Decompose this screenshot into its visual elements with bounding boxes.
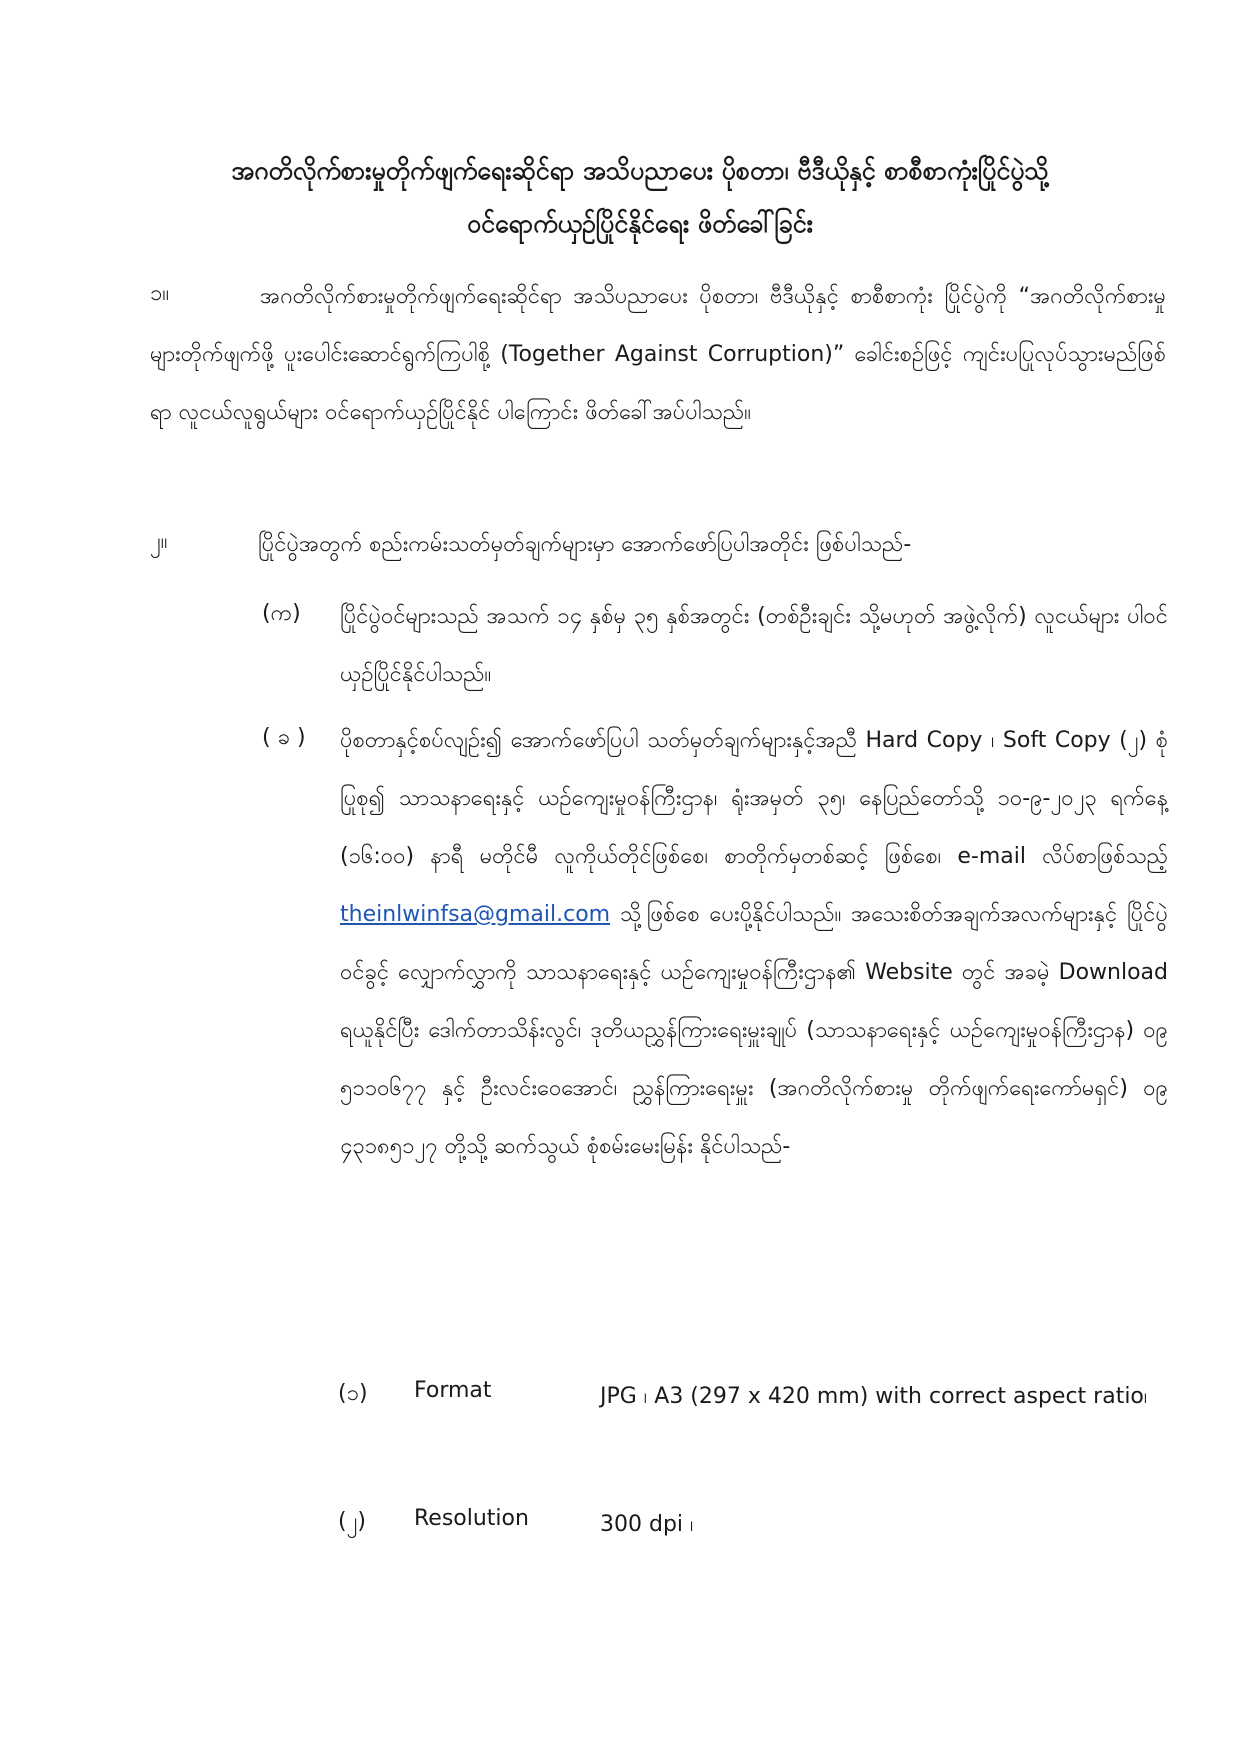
- spec-1-value: JPG ၊ A3 (297 x 420 mm) with correct aspect ratio၊: [600, 1384, 1148, 1409]
- spec-2-value: 300 dpi ၊: [600, 1512, 694, 1537]
- spec-2-key: Resolution: [414, 1506, 529, 1531]
- spec-1-key: Format: [414, 1378, 492, 1403]
- document-title-line-1: အဂတိလိုက်စားမှုတိုက်ဖျက်ရေးဆိုင်ရာ အသိပညာပေး ပိုစတာ၊ ဗီဒီယိုနှင့် စာစီစာကုံးပြိုင်ပွဲသို့: [231, 156, 1049, 185]
- section-1-text: အဂတိလိုက်စားမှုတိုက်ဖျက်ရေးဆိုင်ရာ အသိပညာပေး ပိုစတာ၊ ဗီဒီယိုနှင့် စာစီစာကုံး ပြိုင်ပွဲကို “အဂတိလိုက်စားမှုများတိုက်ဖျက်ဖို့ ပူးပေါင်းဆောင်ရွက်ကြပါစို့ (Together Against Corruption)” ခေါင်းစဉ်ဖြင့် ကျင်းပပြုလုပ်သွားမည်ဖြစ်ရာ လူငယ်လူရွယ်များ ဝင်ရောက်ယှဉ်ပြိုင်နိုင် ပါကြောင်း ဖိတ်ခေါ်အပ်ပါသည်။: [150, 284, 1166, 425]
- item-kha-text-before: ပိုစတာနှင့်စပ်လျဉ်း၍ အောက်ဖော်ပြပါ သတ်မှတ်ချက်များနှင့်အညီ Hard Copy ၊ Soft Copy (၂) စုံ ပြုစု၍ သာသနာရေးနှင့် ယဉ်ကျေးမှုဝန်ကြီးဌာန၊ ရုံးအမှတ် ၃၅၊ နေပြည်တော်သို့ ၁၀-၉-၂၀၂၃ ရက်နေ့ (၁၆:၀၀) နာရီ မတိုင်မီ လူကိုယ်တိုင်ဖြစ်စေ၊ စာတိုက်မှတစ်ဆင့် ဖြစ်စေ၊ e-mail လိပ်စာဖြစ်သည့်: [340, 728, 1168, 869]
- email-link[interactable]: theinlwinfsa@gmail.com: [340, 902, 611, 927]
- section-2-text: ပြိုင်ပွဲအတွက် စည်းကမ်းသတ်မှတ်ချက်များမှာ အောက်ဖော်ပြပါအတိုင်း ဖြစ်ပါသည်-: [258, 532, 912, 557]
- item-kha-label: ( ခ ): [262, 725, 306, 750]
- spec-1-number: (၁): [338, 1381, 368, 1406]
- section-1-number: ၁။: [150, 281, 170, 306]
- item-ka-text: ပြိုင်ပွဲဝင်များသည် အသက် ၁၄ နှစ်မှ ၃၅ နှစ်အတွင်း (တစ်ဦးချင်း သို့မဟုတ် အဖွဲ့လိုက်) လူငယ်များ ပါဝင်ယှဉ်ပြိုင်နိုင်ပါသည်။: [340, 604, 1168, 687]
- item-ka-label: (က): [262, 601, 301, 626]
- item-kha-text-after: သို့ဖြစ်စေ ပေးပို့နိုင်ပါသည်။ အသေးစိတ်အချက်အလက်များနှင့် ပြိုင်ပွဲဝင်ခွင့် လျှောက်လွှာကို သာသနာရေးနှင့် ယဉ်ကျေးမှုဝန်ကြီးဌာန၏ Website တွင် အခမဲ့ Download ရယူနိုင်ပြီး ဒေါက်တာသိန်းလွင်၊ ဒုတိယညွှန်ကြားရေးမှူးချုပ် (သာသနာရေးနှင့် ယဉ်ကျေးမှုဝန်ကြီးဌာန) ၀၉ ၅၁၁၀၆၇၇ နှင့် ဦးလင်းဝေအောင်၊ ညွှန်ကြားရေးမှူး (အဂတိလိုက်စားမှု တိုက်ဖျက်ရေးကော်မရှင်) ၀၉ ၄၃၁၈၅၁၂၇ တို့သို့ ဆက်သွယ် စုံစမ်းမေးမြန်း နိုင်ပါသည်-: [340, 902, 1168, 1159]
- item-kha-body: [340, 712, 1168, 1176]
- section-2-number: ၂။: [150, 529, 168, 554]
- spec-2-number: (၂): [338, 1509, 366, 1534]
- document-title-line-2: ဝင်ရောက်ယှဉ်ပြိုင်နိုင်ရေး ဖိတ်ခေါ်ခြင်း: [467, 209, 813, 238]
